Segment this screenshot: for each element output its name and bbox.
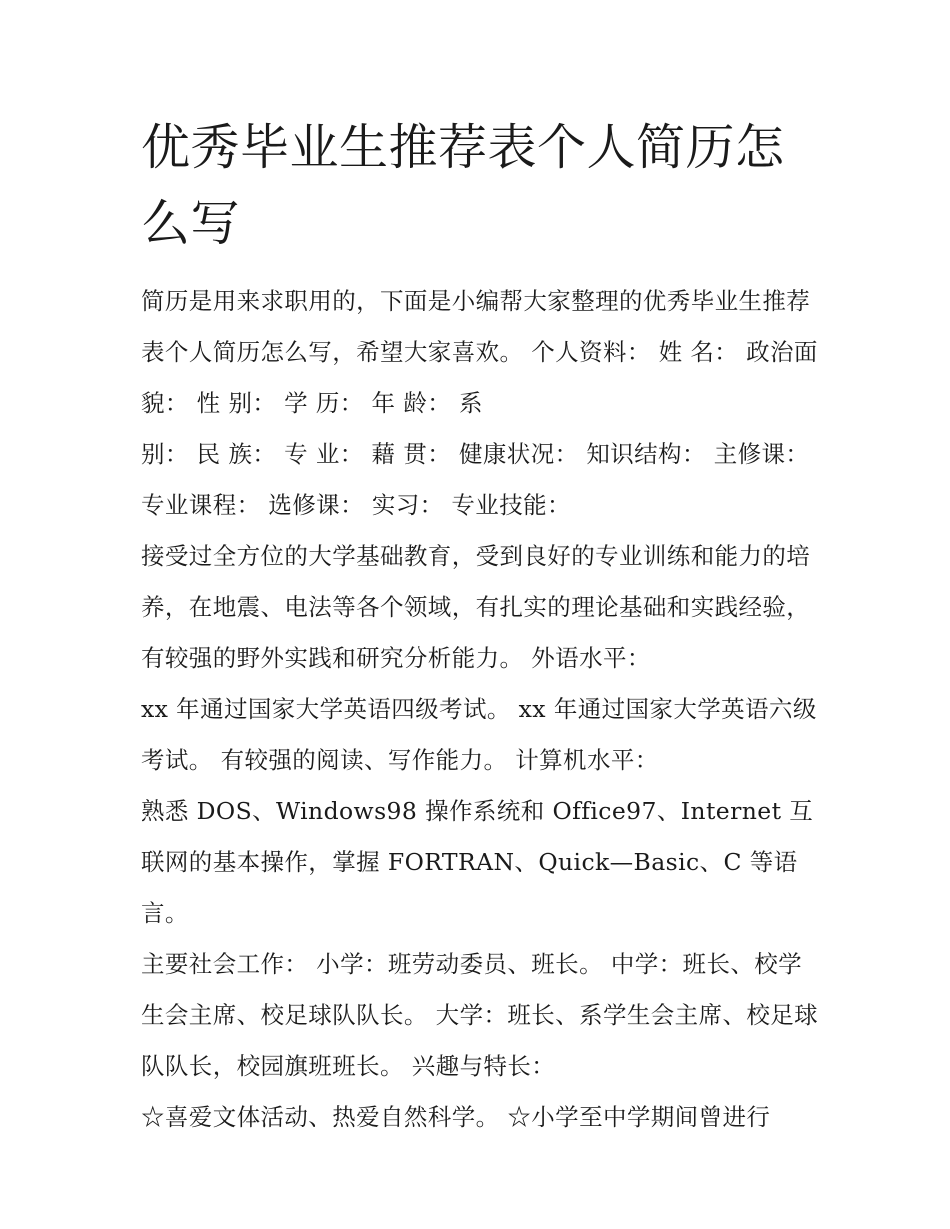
document-title: 优秀毕业生推荐表个人简历怎么写: [141, 119, 785, 252]
paragraph-computer-skills: 熟悉 DOS、Windows98 操作系统和 Office97、Internet 互联网的基本操作，掌握 FORTRAN、Quick—Basic、C 等语言。: [141, 797, 814, 927]
paragraph-profile-fields: 别： 民 族： 专 业： 藉 贯： 健康状况： 知识结构： 主修课： 专业课程： 选修课： 实习： 专业技能：: [141, 440, 810, 519]
paragraph-social-work: 主要社会工作： 小学：班劳动委员、班长。 中学：班长、校学生会主席、校足球队队长。 大学：班长、系学生会主席、校足球队队长，校园旗班班长。 兴趣与特长：: [141, 950, 819, 1080]
paragraph-foreign-language: xx 年通过国家大学英语四级考试。 xx 年通过国家大学英语六级考试。 有较强的阅读、写作能力。 计算机水平：: [141, 695, 817, 774]
paragraph-intro-profile: 简历是用来求职用的，下面是小编帮大家整理的优秀毕业生推荐表个人简历怎么写，希望大家喜欢。 个人资料： 姓 名： 政治面貌： 性 别： 学 历： 年 龄： 系: [141, 287, 818, 417]
paragraph-education: 接受过全方位的大学基础教育，受到良好的专业训练和能力的培养，在地震、电法等各个领域，有扎实的理论基础和实践经验，有较强的野外实践和研究分析能力。 外语水平：: [141, 542, 811, 672]
document-body: [141, 276, 821, 1143]
paragraph-hobbies: ☆喜爱文体活动、热爱自然科学。 ☆小学至中学期间曾进行: [141, 1103, 771, 1131]
